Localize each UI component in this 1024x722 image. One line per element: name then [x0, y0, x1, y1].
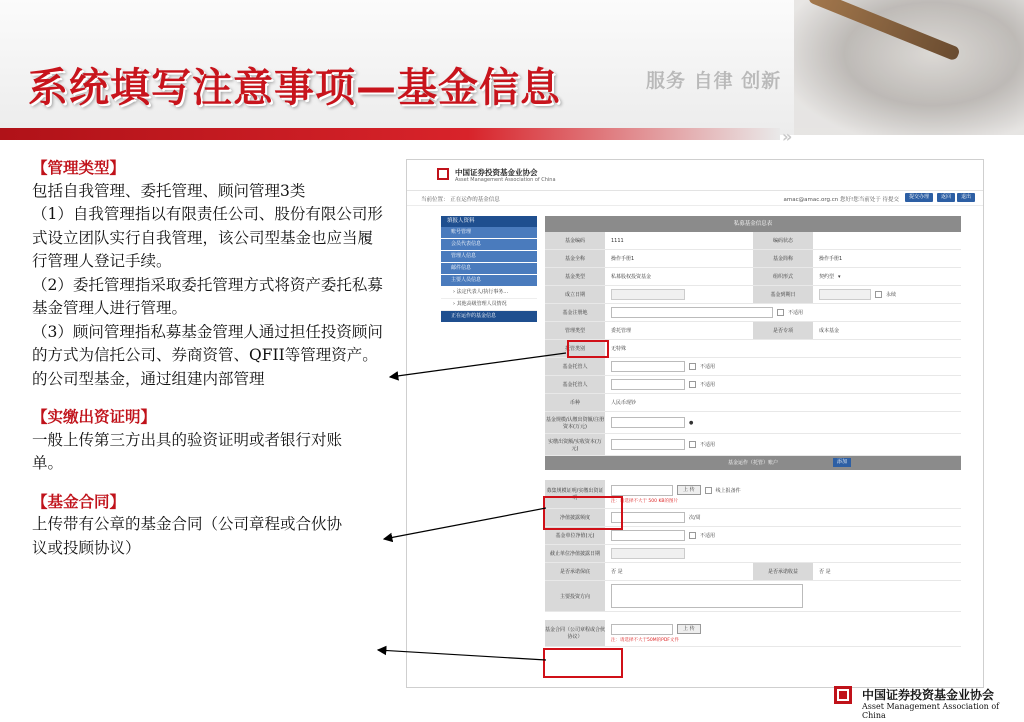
checkbox-label: 不适用 — [788, 310, 804, 316]
field-label: 成立日期 — [545, 286, 605, 303]
value-text: 1111 — [611, 237, 624, 244]
field-label: 募集规模证明/实缴出资证明 — [545, 480, 605, 508]
field-value: 操作手册1 — [819, 256, 843, 262]
field-label: 截止单位净值披露日期 — [545, 545, 605, 562]
field-label: 基金托管人 — [545, 376, 605, 393]
sidebar-head: 填报人资料 — [441, 216, 537, 227]
sidebar-item[interactable]: 邮件信息 — [441, 263, 537, 275]
field-label: 基金到期日 — [753, 286, 813, 303]
radio-group[interactable]: 否 是 — [819, 569, 831, 575]
manage-type-line: （3）顾问管理指私募基金管理人通过担任投资顾问的方式为信托公司、券商资管、QFII等管理资产。的公司型基金，通过组建内部管理 — [32, 322, 383, 388]
field-value: 成本基金 — [819, 328, 840, 334]
capital-proof-heading: 【实缴出资证明】 — [32, 407, 157, 426]
checkbox-label: 线上报备件 — [715, 487, 741, 494]
field-value: 人民币现钞 — [611, 400, 637, 406]
field-value: 私募股权投资基金 — [611, 274, 652, 280]
sidebar-item-active[interactable]: 正在运作的基金信息 — [441, 311, 537, 322]
form-title: 私募基金信息表 — [545, 216, 961, 232]
field-label: 是否专项 — [753, 322, 813, 339]
sidebar-item[interactable]: 主要人员信息 — [441, 275, 537, 287]
add-button[interactable]: 添加 — [833, 458, 851, 467]
checkbox-label: 永续 — [886, 292, 897, 298]
chevron-down-icon: ▾ — [838, 273, 841, 280]
select-value: 契约型 — [819, 274, 835, 280]
slogan: 服务 自律 创新 — [646, 70, 782, 92]
field-label: 基金简称 — [753, 250, 813, 267]
screenshot-org-name: 中国证券投资基金业协会 — [455, 168, 538, 177]
checkbox-label: 不适用 — [700, 364, 716, 370]
checkbox-label: 不适用 — [700, 533, 716, 539]
field-label: 托管类别 — [545, 340, 605, 357]
field-label: 基金注册地 — [545, 304, 605, 321]
field-label: 编码状态 — [753, 232, 813, 249]
radio-group[interactable]: 否 是 — [611, 569, 623, 575]
unit-select[interactable]: 次/周 — [689, 515, 701, 521]
breadcrumb: 当前位置： 正在运作的基金信息 — [421, 197, 500, 203]
sidebar-subitem[interactable]: › 法定代表人/执行事务... — [441, 287, 537, 299]
field-label: 币种 — [545, 394, 605, 411]
field-label: 基金编码 — [545, 232, 605, 249]
field-label: 基金合同（公司章程或合伙协议） — [545, 620, 605, 646]
field-label: 是否承诺收益 — [753, 563, 813, 580]
manage-type-line: 包括自我管理、委托管理、顾问管理3类 — [32, 181, 306, 200]
footer-org-cn: 中国证券投资基金业协会 — [862, 688, 995, 702]
field-label: 组织形式 — [753, 268, 813, 285]
sidebar-item[interactable]: 账号管理 — [441, 227, 537, 239]
field-value: 操作手册1 — [611, 256, 635, 262]
upload-button[interactable]: 上 传 — [677, 624, 701, 634]
field-label: 基金单位净值(元) — [545, 527, 605, 544]
page-title: 系统填写注意事项—基金信息 — [28, 65, 561, 111]
field-label: 实缴出资额/实收资本(万元) — [545, 434, 605, 455]
field-label: 基金全称 — [545, 250, 605, 267]
upload-hint: 注：请选择不大于50M的PDF文件 — [611, 637, 679, 643]
field-label: 净值披露频度 — [545, 509, 605, 526]
fund-contract-text: 上传带有公章的基金合同（公司章程或合伙协议或投顾协议） — [32, 515, 343, 557]
field-label: 主要投资方向 — [545, 581, 605, 611]
amac-logo-inner — [839, 691, 847, 699]
screenshot-org-name-en: Asset Management Association of China — [455, 177, 556, 183]
fund-contract-heading: 【基金合同】 — [32, 491, 126, 511]
user-info: amac@amac.org.cn 您好!您当前处于 待提交 — [783, 197, 899, 203]
chevron-right-icon: » — [782, 127, 793, 146]
capital-proof-text: 一般上传第三方出具的验资证明或者银行对账单。 — [32, 430, 343, 472]
upload-hint: 注：请选择不大于 500 KB的图片 — [611, 498, 678, 504]
manage-type-line: （2）委托管理指采取委托管理方式将资产委托私募基金管理人进行管理。 — [32, 275, 383, 317]
subheader-text: 基金运作（托管）账户 — [727, 460, 778, 466]
sidebar-subitem[interactable]: › 其他高级管理人员情况 — [441, 299, 537, 311]
arrow-fund-contract — [378, 650, 546, 660]
footer-org-en: Asset Management Association of China — [862, 702, 1000, 720]
back-button[interactable]: 返回 — [937, 193, 955, 202]
field-label: 基金规模/认缴出资额/注册资本(万元) — [545, 412, 605, 433]
manage-type-heading: 【管理类型】 — [32, 158, 126, 177]
checkbox-label: 不适用 — [700, 382, 716, 388]
field-label: 基金托管人 — [545, 358, 605, 375]
arrow-manage-type — [390, 353, 566, 377]
upload-button[interactable]: 上 传 — [677, 485, 701, 495]
field-label: 基金类型 — [545, 268, 605, 285]
field-label: 管理类型 — [545, 322, 605, 339]
manage-type-line: （1）自我管理指以有限责任公司、股份有限公司形式设立团队实行自我管理，该公司型基金也应当履行管理人登记手续。 — [32, 205, 383, 270]
checkbox-label: 不适用 — [700, 442, 716, 448]
submit-button[interactable]: 提交办理 — [905, 193, 933, 202]
field-label: 是否承诺保底 — [545, 563, 605, 580]
field-value: 委托管理 — [611, 328, 632, 334]
info-icon: ● — [689, 419, 694, 426]
field-value: 无特殊 — [611, 346, 627, 352]
arrow-capital-proof — [384, 508, 546, 539]
logout-button[interactable]: 退出 — [957, 193, 975, 202]
sidebar-item[interactable]: 管理人信息 — [441, 251, 537, 263]
sidebar-item[interactable]: 会员代表信息 — [441, 239, 537, 251]
